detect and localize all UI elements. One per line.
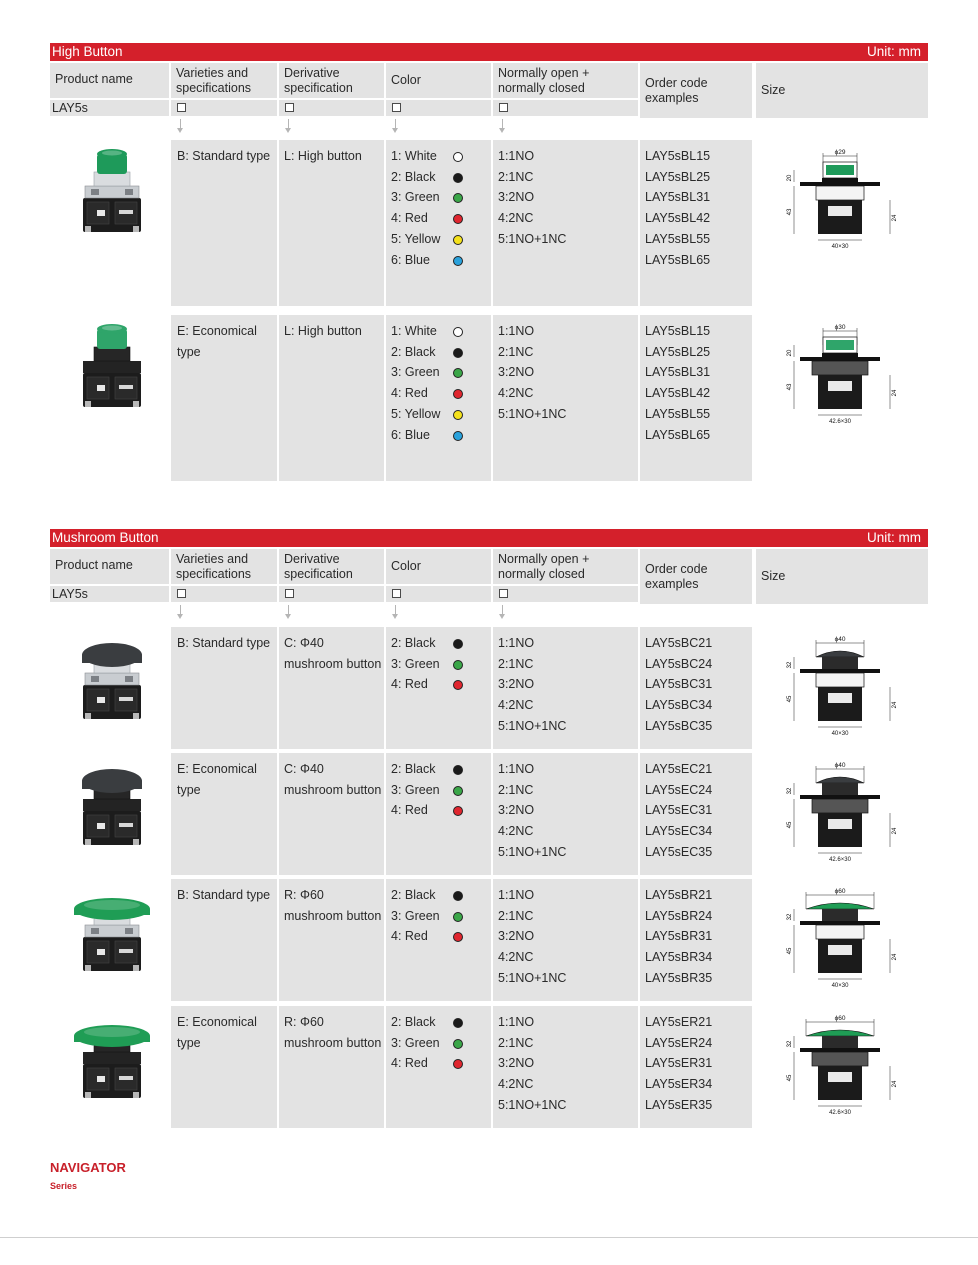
cap-highlight <box>102 326 122 331</box>
color-option-label: 4: Red <box>391 929 428 944</box>
color-swatch-icon <box>453 327 463 337</box>
dim-top-label: ϕ60 <box>834 1015 846 1022</box>
color-swatch-icon <box>453 786 463 796</box>
brand-name: NAVIGATOR <box>50 1160 126 1175</box>
dim-right-label: 24 <box>892 1080 898 1088</box>
order-code: LAY5sBL65 <box>645 427 711 442</box>
mount-screw <box>125 676 133 682</box>
mount-screw <box>91 676 99 682</box>
dim-cap <box>806 903 874 909</box>
color-swatch-icon <box>453 348 463 358</box>
dim-left-bottom-label: 45 <box>787 695 793 703</box>
order-code: LAY5sBL25 <box>645 344 711 359</box>
size-dimension-drawing <box>780 635 904 739</box>
dim-top-label: ϕ30 <box>834 324 846 331</box>
unit-label: Unit: mm <box>867 530 921 545</box>
color-swatch-icon <box>453 235 463 245</box>
color-option-label: 5: Yellow <box>391 231 441 246</box>
terminal-screw <box>85 965 91 971</box>
dim-right-label: 24 <box>892 953 898 961</box>
variety-text: B: Standard type <box>177 636 271 650</box>
section-title-bar <box>50 529 928 547</box>
selector-checkbox-contacts[interactable] <box>499 589 508 598</box>
contact-option: 2:1NC <box>498 908 534 923</box>
dim-stem <box>822 783 858 795</box>
dim-left-bottom-label: 45 <box>787 947 793 955</box>
brand-series: Series <box>50 1181 78 1191</box>
derivative-text: L: High button <box>284 149 362 163</box>
color-option-label: 3: Green <box>391 908 440 923</box>
dim-mount <box>816 186 864 200</box>
dim-stem <box>822 178 858 182</box>
mount-screw <box>125 928 133 934</box>
label-sticker <box>119 697 133 701</box>
section-title-bar <box>50 43 928 61</box>
label-sticker <box>97 697 105 703</box>
order-code: LAY5sBL31 <box>645 190 711 205</box>
color-option-label: 2: Black <box>391 169 436 184</box>
contact-option: 3:2NO <box>498 677 535 692</box>
contact-option: 3:2NO <box>498 929 535 944</box>
contact-option: 2:1NC <box>498 344 534 359</box>
header-color: Color <box>386 63 491 98</box>
order-code: LAY5sBC31 <box>645 677 713 692</box>
plastic-mount <box>83 1052 141 1064</box>
dim-bottom-label: 40×30 <box>831 731 849 737</box>
cap-highlight <box>84 1027 140 1037</box>
dim-block <box>818 200 862 234</box>
terminal-screw <box>133 226 139 232</box>
selector-arrow-color <box>395 119 396 131</box>
derivative-text: L: High button <box>284 324 362 338</box>
dim-left-bottom-label: 43 <box>787 383 793 391</box>
dim-cap <box>816 651 864 657</box>
size-dimension-drawing <box>780 323 904 427</box>
selector-arrow-varieties <box>180 119 181 131</box>
contact-option: 2:1NC <box>498 169 534 184</box>
color-option-label: 5: Yellow <box>391 406 441 421</box>
contact-option: 1:1NO <box>498 1015 535 1029</box>
contact-option: 1:1NO <box>498 636 535 650</box>
contact-option: 4:2NC <box>498 1077 534 1092</box>
color-option-label: 2: Black <box>391 344 436 359</box>
contact-option: 1:1NO <box>498 149 535 163</box>
terminal-screw <box>133 839 139 845</box>
dim-bottom-label: 42.6×30 <box>829 857 851 863</box>
selector-checkbox-derivative[interactable] <box>285 103 294 112</box>
variety-text: E: Economical type <box>177 1015 257 1050</box>
dim-block-label <box>828 1072 852 1082</box>
contact-option: 3:2NO <box>498 190 535 205</box>
contact-option: 2:1NC <box>498 1035 534 1050</box>
dim-panel <box>800 921 880 925</box>
selector-checkbox-contacts[interactable] <box>499 103 508 112</box>
dim-block <box>818 1066 862 1100</box>
contact-option: 1:1NO <box>498 324 535 338</box>
header-derivative: Derivative specification <box>279 549 384 584</box>
order-code: LAY5sER34 <box>645 1077 713 1092</box>
color-option-label: 3: Green <box>391 1035 440 1050</box>
dim-right-label: 24 <box>892 214 898 222</box>
dim-block-label <box>828 381 852 391</box>
dim-stem <box>822 353 858 357</box>
mount-screw <box>91 189 99 195</box>
color-swatch-icon <box>453 152 463 162</box>
label-sticker <box>97 1076 105 1082</box>
dim-left-top-label: 32 <box>787 661 793 669</box>
color-option-label: 4: Red <box>391 211 428 226</box>
terminal-screw <box>133 1092 139 1098</box>
product-name-value: LAY5s <box>50 586 169 602</box>
terminal-screw <box>85 226 91 232</box>
dim-left-top-label: 32 <box>787 1040 793 1048</box>
color-swatch-icon <box>453 765 463 775</box>
mushroom-cap-rim <box>82 655 142 663</box>
terminal-screw <box>85 713 91 719</box>
dim-mount <box>812 799 868 813</box>
contact-option: 5:1NO+1NC <box>498 718 567 733</box>
cap-highlight <box>84 900 140 910</box>
header-varieties: Varieties and specifications <box>171 63 277 98</box>
dim-right-label: 24 <box>892 701 898 709</box>
bezel <box>94 347 130 361</box>
plastic-mount <box>83 799 141 811</box>
size-dimension-drawing <box>780 1014 904 1118</box>
color-swatch-icon <box>453 173 463 183</box>
selector-checkbox-varieties[interactable] <box>177 589 186 598</box>
selector-cell-derivative <box>279 586 384 602</box>
color-swatch-icon <box>453 1039 463 1049</box>
color-option-label: 4: Red <box>391 803 428 818</box>
contact-option: 1:1NO <box>498 888 535 902</box>
dim-bottom-label: 40×30 <box>831 244 849 250</box>
selector-checkbox-color[interactable] <box>392 589 401 598</box>
label-sticker <box>119 210 133 214</box>
color-option-label: 2: Black <box>391 762 436 776</box>
label-sticker <box>97 823 105 829</box>
order-code: LAY5sER24 <box>645 1035 713 1050</box>
selector-cell-contacts <box>493 100 638 116</box>
selector-checkbox-color[interactable] <box>392 103 401 112</box>
selector-arrow-derivative <box>288 605 289 617</box>
dim-right-label: 24 <box>892 389 898 397</box>
variety-text: B: Standard type <box>177 888 271 902</box>
dim-block-label <box>828 819 852 829</box>
order-code: LAY5sBL25 <box>645 169 711 184</box>
header-varieties: Varieties and specifications <box>171 549 277 584</box>
color-option-label: 3: Green <box>391 190 440 205</box>
plastic-mount <box>83 361 141 373</box>
contact-option: 2:1NC <box>498 656 534 671</box>
order-code: LAY5sER21 <box>645 1015 713 1029</box>
order-code: LAY5sBL42 <box>645 211 711 226</box>
dim-panel <box>800 357 880 361</box>
dim-bottom-label: 42.6×30 <box>829 419 851 425</box>
variety-text: B: Standard type <box>177 149 271 163</box>
dim-left-top-label: 20 <box>787 349 793 357</box>
order-code: LAY5sBL31 <box>645 365 711 380</box>
order-code: LAY5sBR24 <box>645 908 713 923</box>
selector-cell-derivative <box>279 100 384 116</box>
selector-cell-contacts <box>493 586 638 602</box>
order-code: LAY5sBR34 <box>645 950 713 965</box>
contact-option: 3:2NO <box>498 803 535 818</box>
order-code: LAY5sBR35 <box>645 970 713 985</box>
header-size: Size <box>756 63 928 118</box>
color-swatch-icon <box>453 431 463 441</box>
dim-stem <box>822 657 858 669</box>
contact-option: 5:1NO+1NC <box>498 231 567 246</box>
dim-bottom-label: 42.6×30 <box>829 1110 851 1116</box>
dim-mount <box>812 361 868 375</box>
color-option-label: 2: Black <box>391 888 436 902</box>
order-code: LAY5sEC34 <box>645 824 713 839</box>
header-derivative: Derivative specification <box>279 63 384 98</box>
selector-checkbox-derivative[interactable] <box>285 589 294 598</box>
header-order-code: Order code examples <box>640 63 752 118</box>
dim-top-label: ϕ29 <box>834 149 846 156</box>
dim-left-top-label: 32 <box>787 787 793 795</box>
order-code: LAY5sBC35 <box>645 718 713 733</box>
header-contacts: Normally open + normally closed <box>493 549 638 584</box>
color-option-label: 6: Blue <box>391 427 430 442</box>
order-code: LAY5sBL15 <box>645 324 711 338</box>
selector-arrow-derivative <box>288 119 289 131</box>
dim-panel <box>800 669 880 673</box>
dim-block <box>818 939 862 973</box>
selector-arrow-contacts <box>502 605 503 617</box>
dim-top-label: ϕ40 <box>834 636 846 643</box>
dim-panel <box>800 182 880 186</box>
header-color: Color <box>386 549 491 584</box>
color-option-label: 4: Red <box>391 1056 428 1071</box>
order-code: LAY5sEC24 <box>645 782 713 797</box>
order-code: LAY5sEC21 <box>645 762 713 776</box>
contact-option: 1:1NO <box>498 762 535 776</box>
selector-cell-color <box>386 100 491 116</box>
header-order-code: Order code examples <box>640 549 752 604</box>
header-product-name: Product name <box>50 549 169 584</box>
dim-cap <box>806 1030 874 1036</box>
dim-cap-fill <box>826 165 854 175</box>
dim-block <box>818 375 862 409</box>
label-sticker <box>97 210 105 216</box>
order-code: LAY5sER31 <box>645 1056 713 1071</box>
order-code: LAY5sBL55 <box>645 406 711 421</box>
terminal-screw <box>133 965 139 971</box>
derivative-text: C: Φ40 mushroom button <box>284 636 382 671</box>
contact-option: 4:2NC <box>498 386 534 401</box>
order-code: LAY5sBL15 <box>645 149 711 163</box>
dim-mount <box>816 925 864 939</box>
selector-cell-color <box>386 586 491 602</box>
cap-highlight <box>102 151 122 156</box>
terminal-screw <box>85 839 91 845</box>
order-code: LAY5sBR21 <box>645 888 713 902</box>
header-product-name: Product name <box>50 63 169 98</box>
color-option-label: 4: Red <box>391 677 428 692</box>
dim-right-label: 24 <box>892 827 898 835</box>
mount-screw <box>91 928 99 934</box>
selector-arrow-color <box>395 605 396 617</box>
derivative-text: C: Φ40 mushroom button <box>284 762 382 797</box>
bezel <box>94 172 130 186</box>
mushroom-60-standard-photo <box>70 875 154 975</box>
label-sticker <box>119 949 133 953</box>
order-code: LAY5sBL42 <box>645 386 711 401</box>
dim-top-label: ϕ60 <box>834 888 846 895</box>
mount-screw <box>125 189 133 195</box>
color-option-label: 1: White <box>391 324 437 338</box>
mushroom-cap-rim <box>82 781 142 789</box>
section-high <box>50 43 928 442</box>
label-sticker <box>119 1076 133 1080</box>
mushroom-40-economical-photo <box>70 749 154 849</box>
label-sticker <box>97 385 105 391</box>
dim-stem <box>822 909 858 921</box>
section-title: High Button <box>52 44 123 59</box>
dim-mount <box>812 1052 868 1066</box>
selector-arrow-contacts <box>502 119 503 131</box>
header-contacts: Normally open + normally closed <box>493 63 638 98</box>
contact-option: 5:1NO+1NC <box>498 1097 567 1112</box>
derivative-text: R: Φ60 mushroom button <box>284 1015 382 1050</box>
dim-block-label <box>828 945 852 955</box>
dim-left-top-label: 32 <box>787 913 793 921</box>
color-swatch-icon <box>453 912 463 922</box>
selector-arrow-varieties <box>180 605 181 617</box>
color-swatch-icon <box>453 891 463 901</box>
label-sticker <box>119 385 133 389</box>
color-swatch-icon <box>453 660 463 670</box>
size-dimension-drawing <box>780 887 904 991</box>
dim-panel <box>800 795 880 799</box>
order-code: LAY5sBR31 <box>645 929 713 944</box>
color-option-label: 2: Black <box>391 636 436 650</box>
order-code: LAY5sEC31 <box>645 803 713 818</box>
contact-option: 4:2NC <box>498 950 534 965</box>
contact-option: 3:2NO <box>498 1056 535 1071</box>
color-option-label: 1: White <box>391 149 437 163</box>
selector-checkbox-varieties[interactable] <box>177 103 186 112</box>
dim-top-label: ϕ40 <box>834 762 846 769</box>
dim-bottom-label: 40×30 <box>831 983 849 989</box>
color-swatch-icon <box>453 256 463 266</box>
terminal-screw <box>85 401 91 407</box>
contact-option: 3:2NO <box>498 365 535 380</box>
dim-block-label <box>828 206 852 216</box>
contact-option: 4:2NC <box>498 698 534 713</box>
contact-option: 5:1NO+1NC <box>498 406 567 421</box>
color-option-label: 4: Red <box>391 386 428 401</box>
dim-block <box>818 687 862 721</box>
dim-stem <box>822 1036 858 1048</box>
color-option-label: 6: Blue <box>391 252 430 267</box>
terminal-screw <box>85 1092 91 1098</box>
dim-left-top-label: 20 <box>787 174 793 182</box>
mushroom-60-economical-photo <box>70 1002 154 1102</box>
size-dimension-drawing <box>780 148 904 252</box>
dim-left-bottom-label: 45 <box>787 821 793 829</box>
label-sticker <box>97 949 105 955</box>
contact-option: 5:1NO+1NC <box>498 970 567 985</box>
color-swatch-icon <box>453 639 463 649</box>
header-size: Size <box>756 549 928 604</box>
color-option-label: 3: Green <box>391 365 440 380</box>
dim-block-label <box>828 693 852 703</box>
order-code: LAY5sBL55 <box>645 231 711 246</box>
order-code: LAY5sBC24 <box>645 656 713 671</box>
selector-cell-varieties <box>171 100 277 116</box>
order-code: LAY5sBC21 <box>645 636 713 650</box>
color-option-label: 3: Green <box>391 656 440 671</box>
contact-option: 2:1NC <box>498 782 534 797</box>
dim-mount <box>816 673 864 687</box>
dim-cap-fill <box>826 340 854 350</box>
dim-left-bottom-label: 43 <box>787 208 793 216</box>
color-swatch-icon <box>453 410 463 420</box>
label-sticker <box>119 823 133 827</box>
dim-block <box>818 813 862 847</box>
variety-text: E: Economical type <box>177 762 257 797</box>
derivative-text: R: Φ60 mushroom button <box>284 888 382 923</box>
contact-option: 4:2NC <box>498 211 534 226</box>
dim-panel <box>800 1048 880 1052</box>
section-mushroom <box>50 529 928 1116</box>
dim-left-bottom-label: 45 <box>787 1074 793 1082</box>
order-code: LAY5sBC34 <box>645 698 713 713</box>
size-dimension-drawing <box>780 761 904 865</box>
mushroom-40-standard-photo <box>70 623 154 723</box>
terminal-screw <box>133 401 139 407</box>
contact-option: 4:2NC <box>498 824 534 839</box>
dim-cap <box>816 777 864 783</box>
order-code: LAY5sER35 <box>645 1097 713 1112</box>
color-swatch-icon <box>453 1018 463 1028</box>
high-button-economical-photo <box>70 311 154 411</box>
high-button-standard-photo <box>70 136 154 236</box>
variety-text: E: Economical type <box>177 324 257 359</box>
terminal-screw <box>133 713 139 719</box>
unit-label: Unit: mm <box>867 44 921 59</box>
product-name-value: LAY5s <box>50 100 169 116</box>
color-option-label: 3: Green <box>391 782 440 797</box>
selector-cell-varieties <box>171 586 277 602</box>
order-code: LAY5sBL65 <box>645 252 711 267</box>
footer-divider <box>0 1237 978 1238</box>
color-option-label: 2: Black <box>391 1015 436 1029</box>
order-code: LAY5sEC35 <box>645 844 713 859</box>
contact-option: 5:1NO+1NC <box>498 844 567 859</box>
section-title: Mushroom Button <box>52 530 159 545</box>
